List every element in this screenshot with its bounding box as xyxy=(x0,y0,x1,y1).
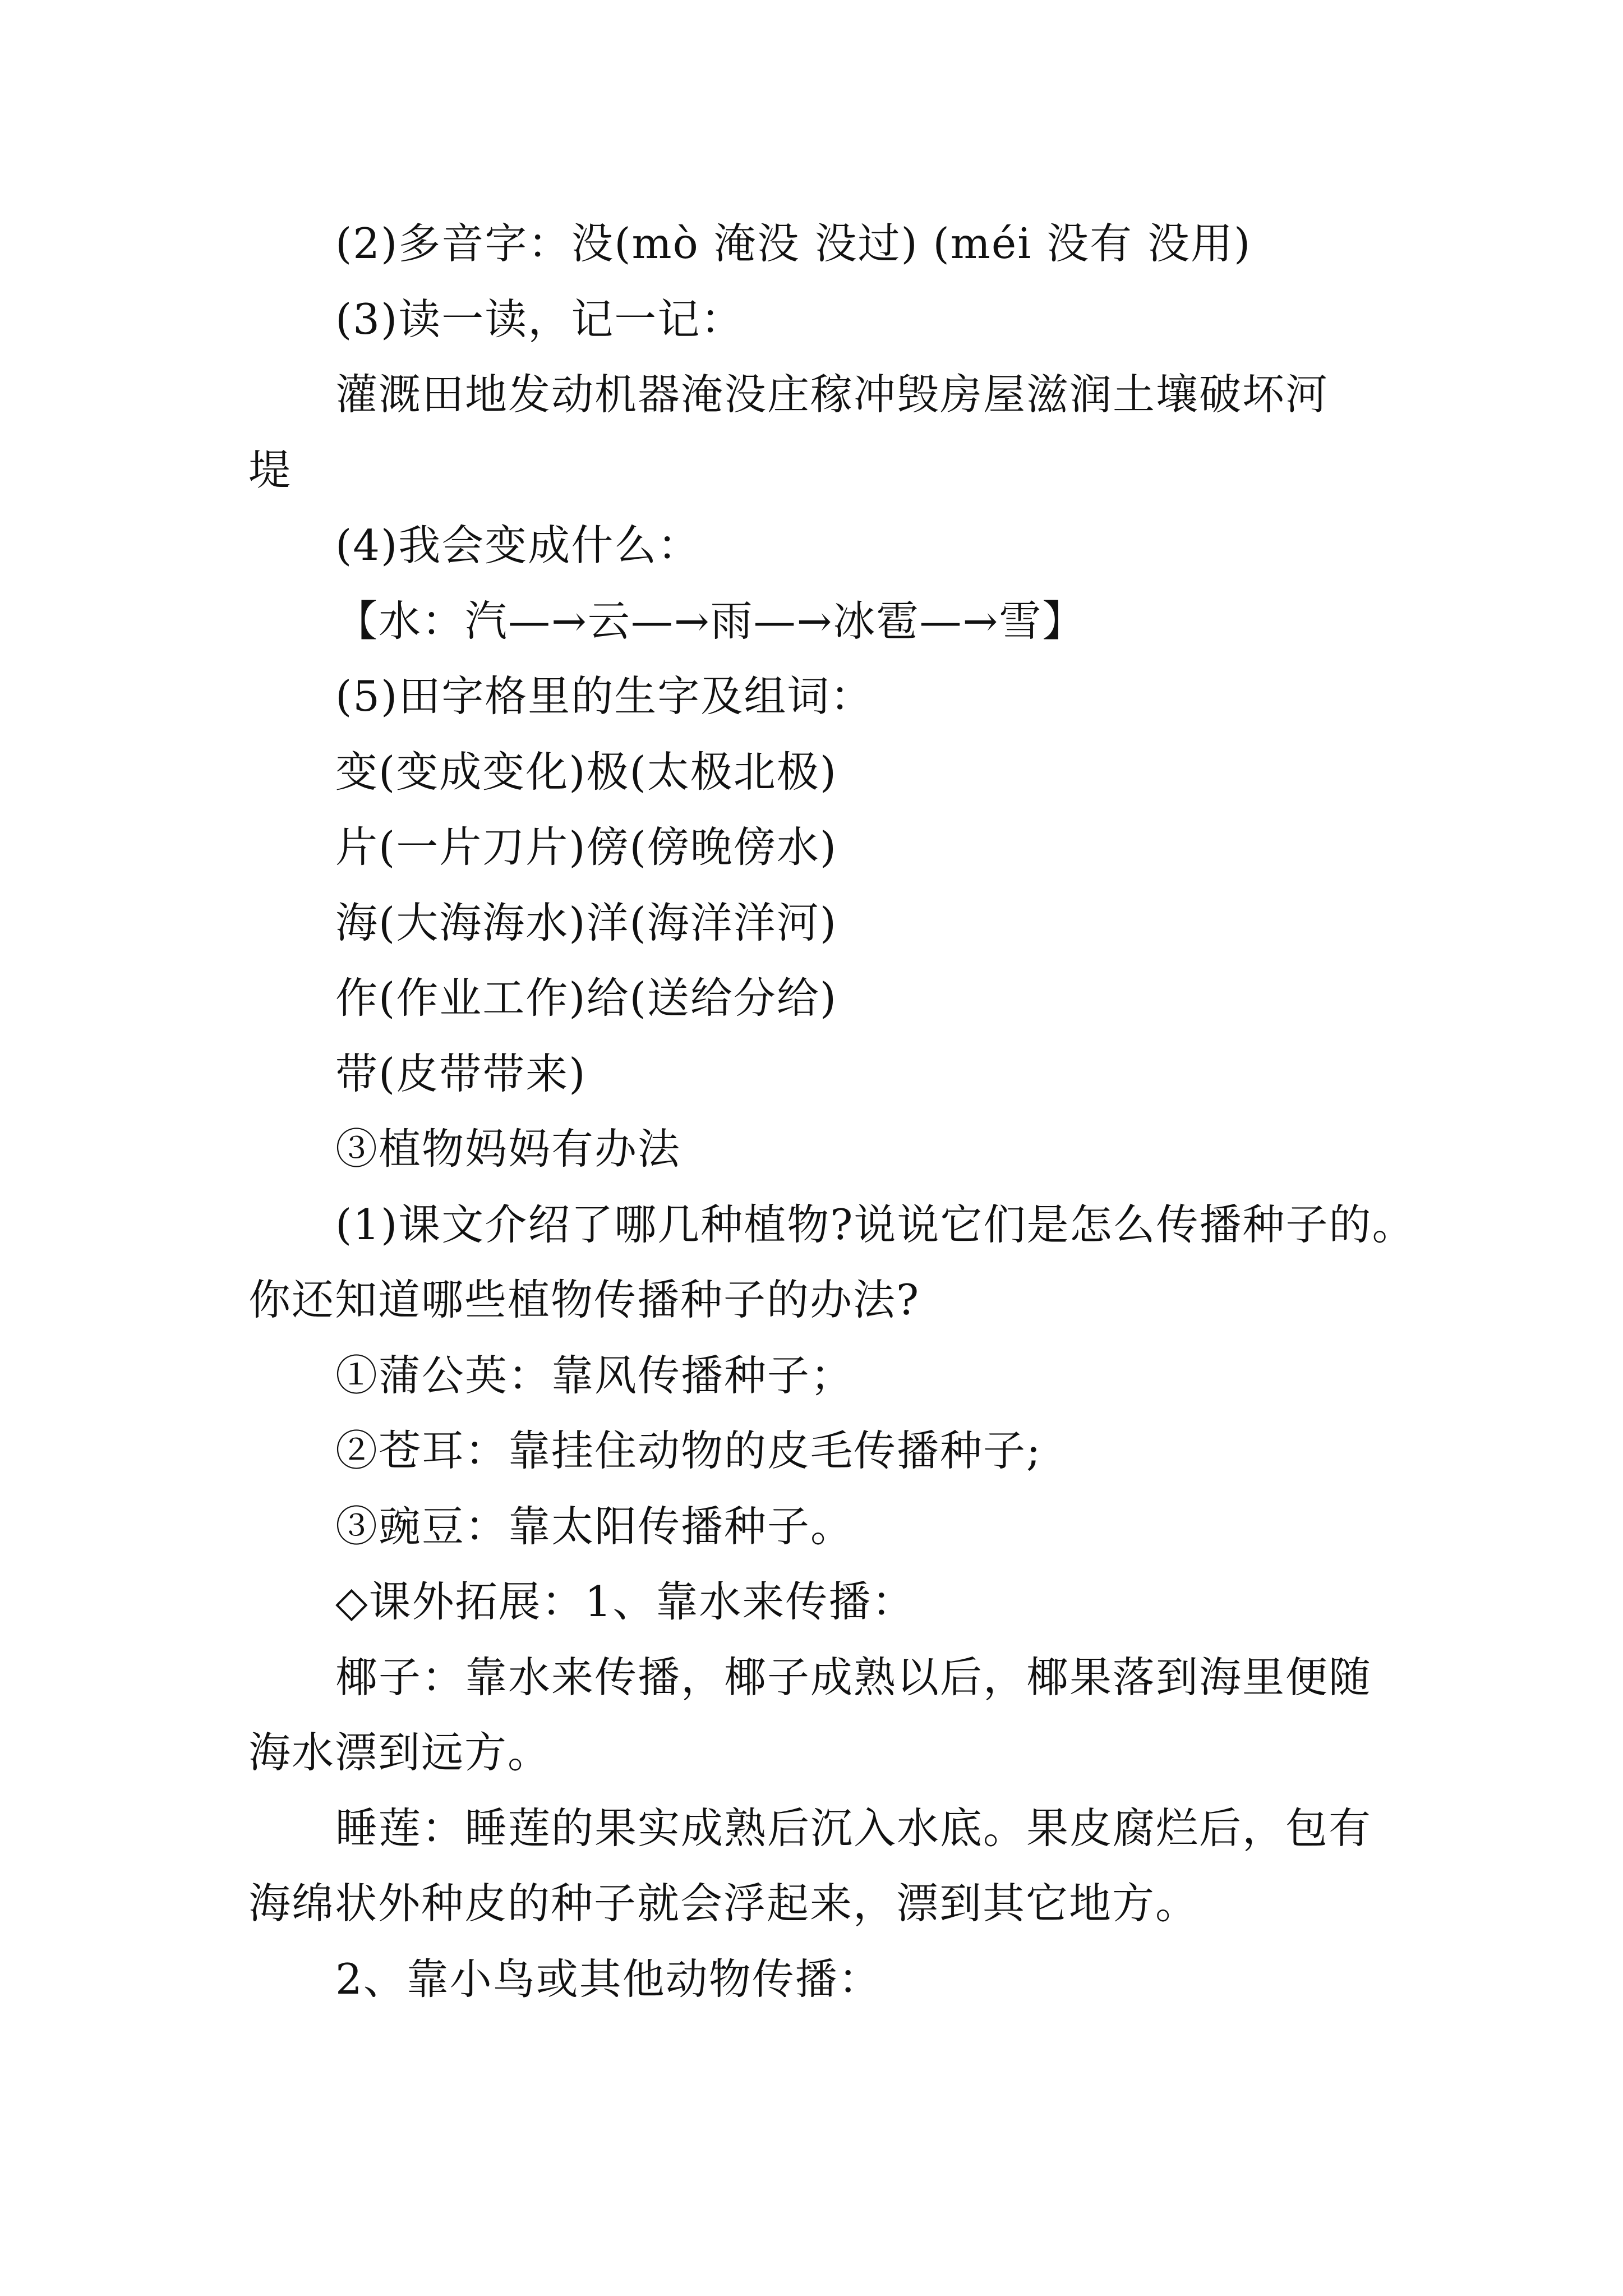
text-line-pea: ③豌豆：靠太阳传播种子。 xyxy=(335,1502,854,1551)
text-line-water-lily: 睡莲：睡莲的果实成熟后沉入水底。果皮腐烂后，包有 xyxy=(335,1803,1372,1853)
text-line-words-zuo-gei: 作(作业工作)给(送给分给) xyxy=(335,973,838,1023)
text-line-dandelion: ①蒲公英：靠风传播种子； xyxy=(335,1351,854,1400)
text-line-water-lily-cont: 海绵状外种皮的种子就会浮起来，漂到其它地方。 xyxy=(248,1879,1199,1928)
text-line-words-hai-yang: 海(大海海水)洋(海洋洋河) xyxy=(335,898,838,947)
text-line-question: (1)课文介绍了哪几种植物?说说它们是怎么传播种子的。 xyxy=(335,1200,1415,1249)
text-line-water-cycle: 【水：汽—→云—→雨—→冰雹—→雪】 xyxy=(335,596,1086,646)
text-line-birds-animals: 2、靠小鸟或其他动物传播： xyxy=(335,1954,882,2004)
text-line-coconut-cont: 海水漂到远方。 xyxy=(248,1728,551,1777)
text-line-words-bian-ji: 变(变成变化)极(太极北极) xyxy=(335,747,838,797)
text-line-words-pian-bang: 片(一片刀片)傍(傍晚傍水) xyxy=(335,822,838,872)
text-line-word-list-cont: 堤 xyxy=(248,445,292,495)
text-line-extension-heading: ◇课外拓展：1、靠水来传播： xyxy=(335,1577,915,1626)
text-line-coconut: 椰子：靠水来传播，椰子成熟以后，椰果落到海里便随 xyxy=(335,1653,1372,1702)
text-line-cocklebur: ②苍耳：靠挂住动物的皮毛传播种子; xyxy=(335,1426,1042,1475)
text-line-polyphone: (2)多音字：没(mò 淹没 没过) (méi 没有 没用) xyxy=(335,219,1252,268)
text-line-new-words-heading: (5)田字格里的生字及组词： xyxy=(335,671,874,721)
text-line-read-remember: (3)读一读，记一记： xyxy=(335,295,744,344)
text-line-question-cont: 你还知道哪些植物传播种子的办法? xyxy=(248,1275,920,1324)
text-line-word-list: 灌溉田地发动机器淹没庄稼冲毁房屋滋润土壤破坏河 xyxy=(335,370,1329,419)
text-line-what-become: (4)我会变成什么： xyxy=(335,521,701,570)
section-heading-plant-mothers: ③植物妈妈有办法 xyxy=(335,1124,681,1174)
text-line-words-dai: 带(皮带带来) xyxy=(335,1049,587,1098)
